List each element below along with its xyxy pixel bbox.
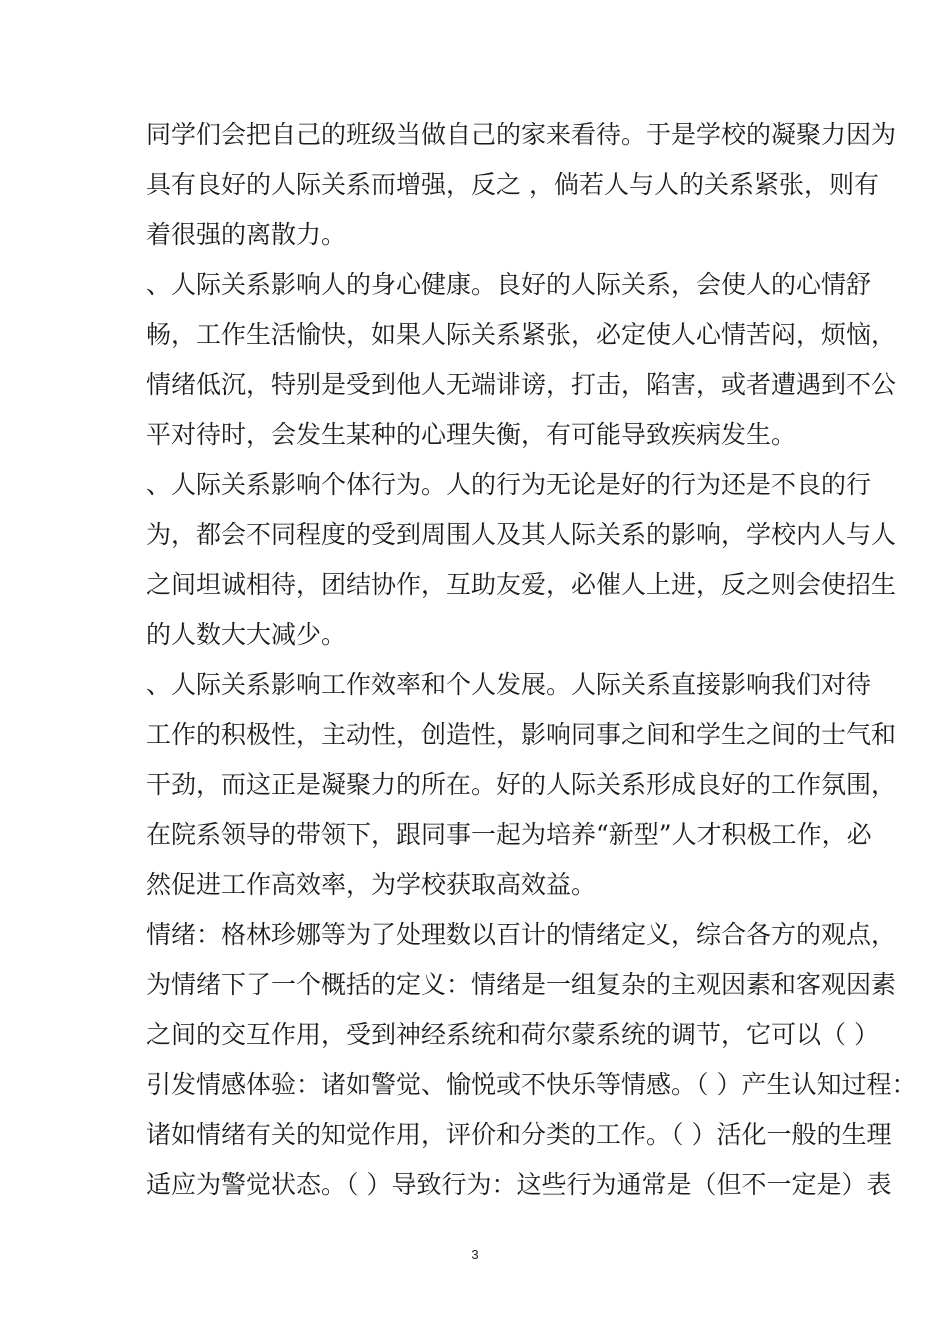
text-line: 着很强的离散力。 bbox=[146, 220, 347, 249]
text-line: 之间的交互作用，受到神经系统和荷尔蒙系统的调节，它可以（ ） bbox=[146, 1020, 879, 1049]
text-line: 为，都会不同程度的受到周围人及其人际关系的影响，学校内人与人 bbox=[146, 520, 897, 549]
text-line: 工作的积极性，主动性，创造性，影响同事之间和学生之间的士气和 bbox=[146, 720, 897, 749]
text-line: 在院系领导的带领下，跟同事一起为培养“新型”人才积极工作，必 bbox=[146, 820, 872, 849]
text-line: 具有良好的人际关系而增强，反之 ，倘若人与人的关系紧张，则有 bbox=[146, 170, 879, 199]
text-line: 引发情感体验：诸如警觉、愉悦或不快乐等情感。（ ）产生认知过程： bbox=[146, 1070, 917, 1099]
text-line: 的人数大大减少。 bbox=[146, 620, 347, 649]
text-line: 干劲，而这正是凝聚力的所在。好的人际关系形成良好的工作氛围， bbox=[146, 770, 897, 799]
text-line: 为情绪下了一个概括的定义：情绪是一组复杂的主观因素和客观因素 bbox=[146, 970, 897, 999]
text-line: 、人际关系影响人的身心健康。良好的人际关系，会使人的心情舒 bbox=[146, 270, 872, 299]
text-line: 同学们会把自己的班级当做自己的家来看待。于是学校的凝聚力因为 bbox=[146, 120, 897, 149]
text-line: 之间坦诚相待，团结协作，互助友爱，必催人上进，反之则会使招生 bbox=[146, 570, 897, 599]
text-line: 诸如情绪有关的知觉作用，评价和分类的工作。（ ）活化一般的生理 bbox=[146, 1120, 892, 1149]
text-line: 然促进工作高效率，为学校获取高效益。 bbox=[146, 870, 597, 899]
text-line: 情绪：格林珍娜等为了处理数以百计的情绪定义，综合各方的观点， bbox=[146, 920, 897, 949]
text-line: 情绪低沉，特别是受到他人无端诽谤，打击，陷害，或者遭遇到不公 bbox=[146, 370, 897, 399]
page-number: 3 bbox=[471, 1247, 479, 1262]
text-line: 适应为警觉状态。（ ）导致行为：这些行为通常是（但不一定是）表 bbox=[146, 1170, 892, 1199]
text-line: 平对待时，会发生某种的心理失衡，有可能导致疾病发生。 bbox=[146, 420, 797, 449]
text-line: 畅，工作生活愉快，如果人际关系紧张，必定使人心情苦闷，烦恼， bbox=[146, 320, 897, 349]
text-line: 、人际关系影响工作效率和个人发展。人际关系直接影响我们对待 bbox=[146, 670, 872, 699]
text-line: 、人际关系影响个体行为。人的行为无论是好的行为还是不良的行 bbox=[146, 470, 872, 499]
